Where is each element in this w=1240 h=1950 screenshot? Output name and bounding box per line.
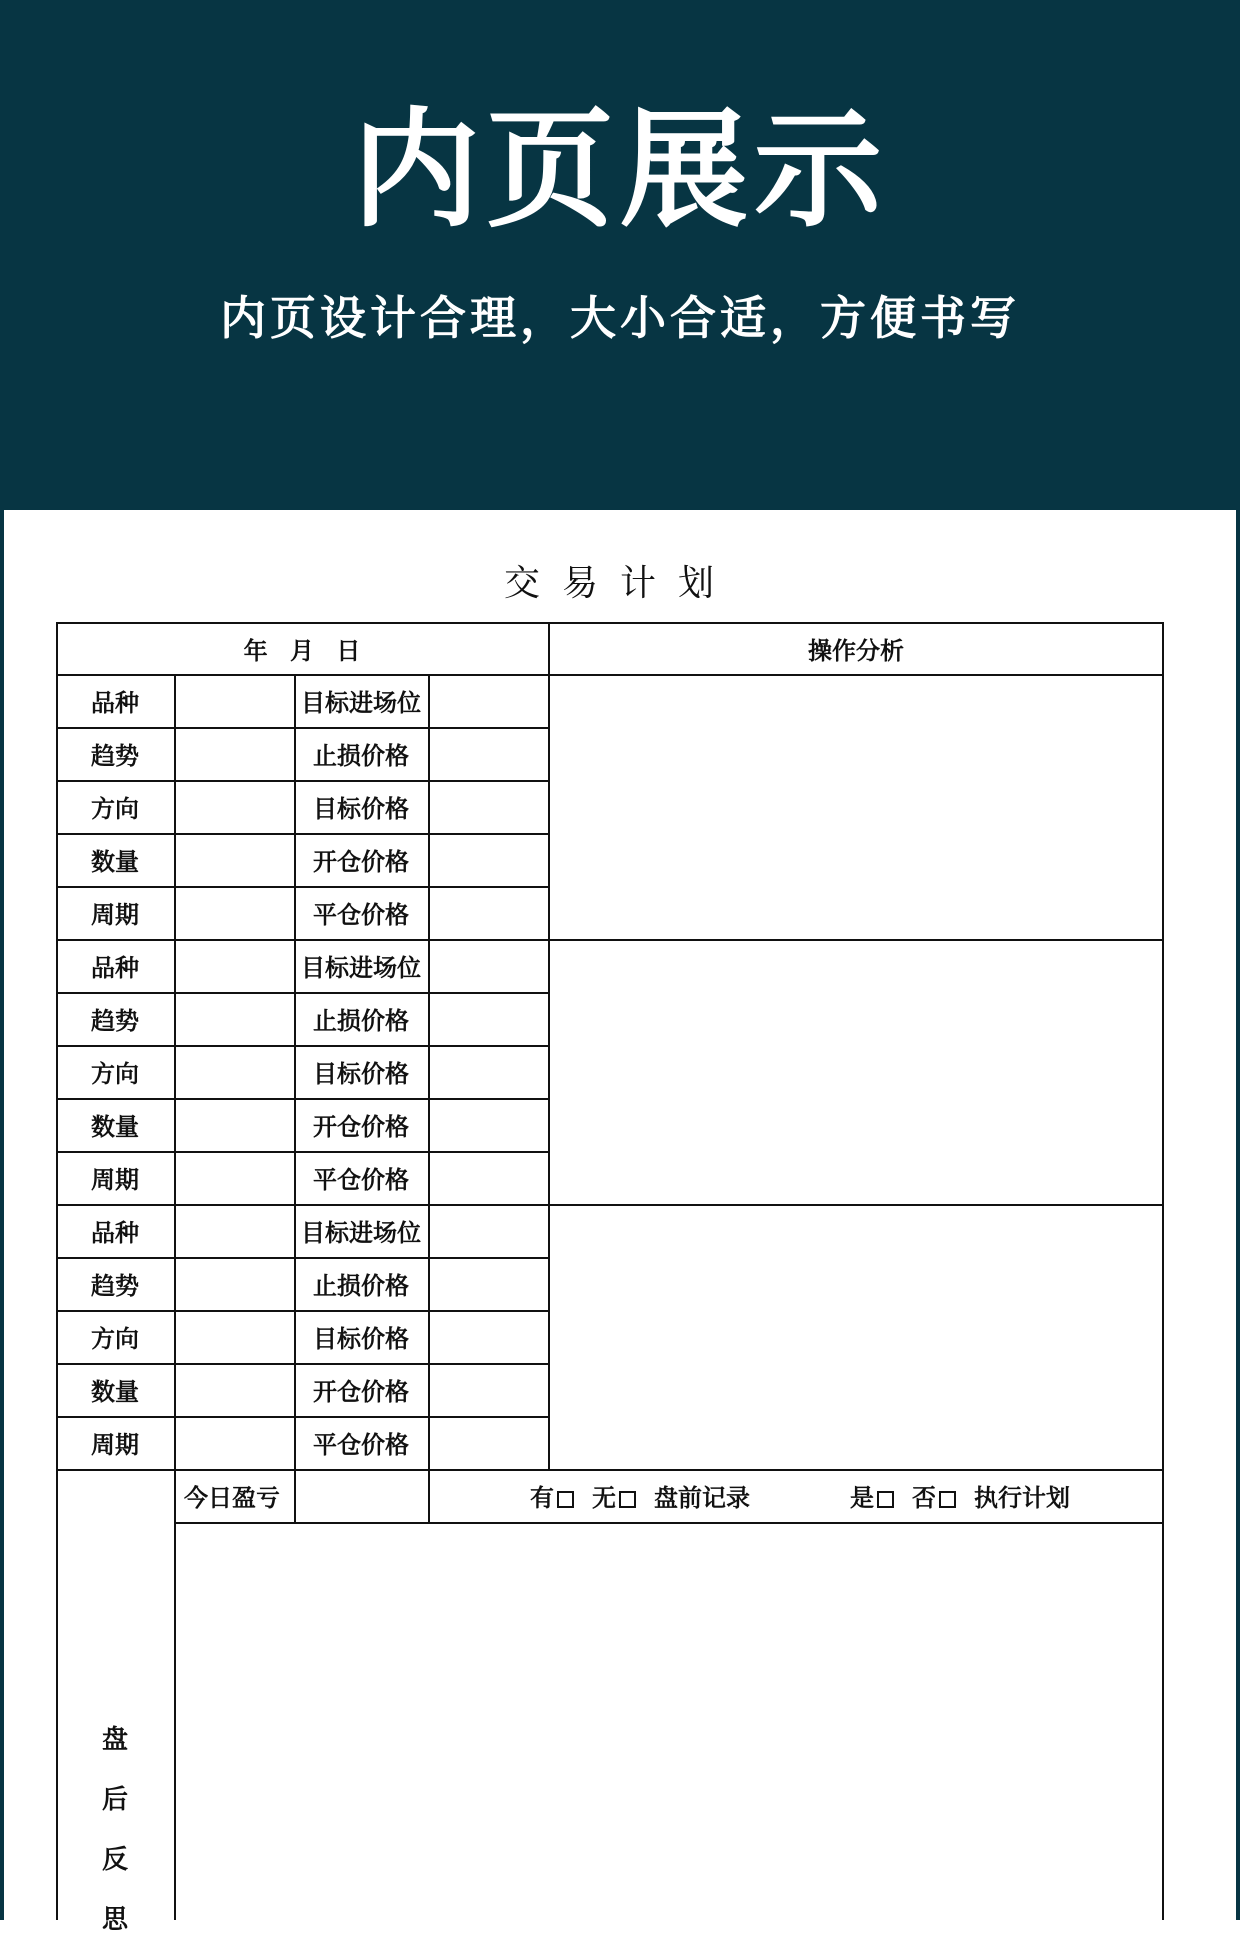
row-label-trend: 趋势: [91, 1006, 139, 1035]
price-label-entry: 目标进场位: [301, 688, 421, 717]
price-label-target: 目标价格: [313, 1324, 409, 1353]
row-label-direction: 方向: [91, 1059, 139, 1088]
row-label-variety: 品种: [91, 953, 139, 982]
row-label-trend: 趋势: [91, 741, 139, 770]
row-label-direction: 方向: [91, 794, 139, 823]
checkbox-icon[interactable]: [557, 1491, 574, 1508]
checkbox-icon[interactable]: [619, 1491, 636, 1508]
price-label-stop-loss: 止损价格: [313, 741, 409, 770]
table-line: [174, 674, 176, 1920]
price-label-close: 平仓价格: [313, 1165, 409, 1194]
banner-subtitle: 内页设计合理，大小合适，方便书写: [220, 291, 1020, 345]
no-option[interactable]: [592, 1478, 636, 1513]
row-label-variety: 品种: [91, 1218, 139, 1247]
table-line: [1162, 622, 1164, 1920]
analysis-header: 操作分析: [808, 635, 904, 665]
today-pnl-label: 今日盈亏: [184, 1483, 280, 1512]
price-label-entry: 目标进场位: [301, 1218, 421, 1247]
header-banner: [0, 0, 1240, 510]
yes-label: 是: [850, 1483, 874, 1512]
row-label-quantity: 数量: [91, 1112, 139, 1141]
form-title: 交易计划: [503, 563, 736, 604]
row-label-trend: 趋势: [91, 1271, 139, 1300]
table-line: [56, 939, 1164, 941]
review-char: 盘: [101, 1725, 128, 1755]
yes-option[interactable]: [850, 1478, 894, 1513]
post-market-review-label: [56, 1710, 174, 1950]
date-header: 年 月 日: [243, 635, 361, 665]
no-label: 否: [912, 1483, 936, 1512]
price-label-close: 平仓价格: [313, 1430, 409, 1459]
table-line: [548, 622, 550, 1469]
execute-plan-label: 执行计划: [974, 1483, 1070, 1512]
row-label-variety: 品种: [91, 688, 139, 717]
row-label-period: 周期: [91, 1430, 139, 1459]
row-label-period: 周期: [91, 900, 139, 929]
table-line: [56, 1204, 1164, 1206]
table-line: [174, 1522, 1164, 1524]
price-label-open: 开仓价格: [313, 1377, 409, 1406]
price-label-entry: 目标进场位: [301, 953, 421, 982]
price-label-open: 开仓价格: [313, 1112, 409, 1141]
row-label-period: 周期: [91, 1165, 139, 1194]
no-label: 无: [592, 1483, 616, 1512]
row-label-direction: 方向: [91, 1324, 139, 1353]
review-char: 后: [101, 1785, 128, 1815]
table-line: [428, 674, 430, 1522]
trade-plan-table: [56, 622, 1164, 1935]
table-line: [56, 674, 1164, 676]
price-label-stop-loss: 止损价格: [313, 1271, 409, 1300]
checkbox-icon[interactable]: [939, 1491, 956, 1508]
price-label-target: 目标价格: [313, 1059, 409, 1088]
checkbox-row: [430, 1469, 1164, 1522]
price-label-target: 目标价格: [313, 794, 409, 823]
price-label-open: 开仓价格: [313, 847, 409, 876]
yes-option[interactable]: [530, 1478, 574, 1513]
review-char: 思: [101, 1905, 128, 1935]
row-label-quantity: 数量: [91, 1377, 139, 1406]
price-label-close: 平仓价格: [313, 900, 409, 929]
price-label-stop-loss: 止损价格: [313, 1006, 409, 1035]
row-label-quantity: 数量: [91, 847, 139, 876]
yes-label: 有: [530, 1483, 554, 1512]
banner-title: 内页展示: [351, 95, 888, 245]
review-char: 反: [101, 1845, 128, 1875]
no-option[interactable]: [912, 1478, 956, 1513]
pre-record-label: 盘前记录: [654, 1483, 750, 1512]
checkbox-icon[interactable]: [877, 1491, 894, 1508]
